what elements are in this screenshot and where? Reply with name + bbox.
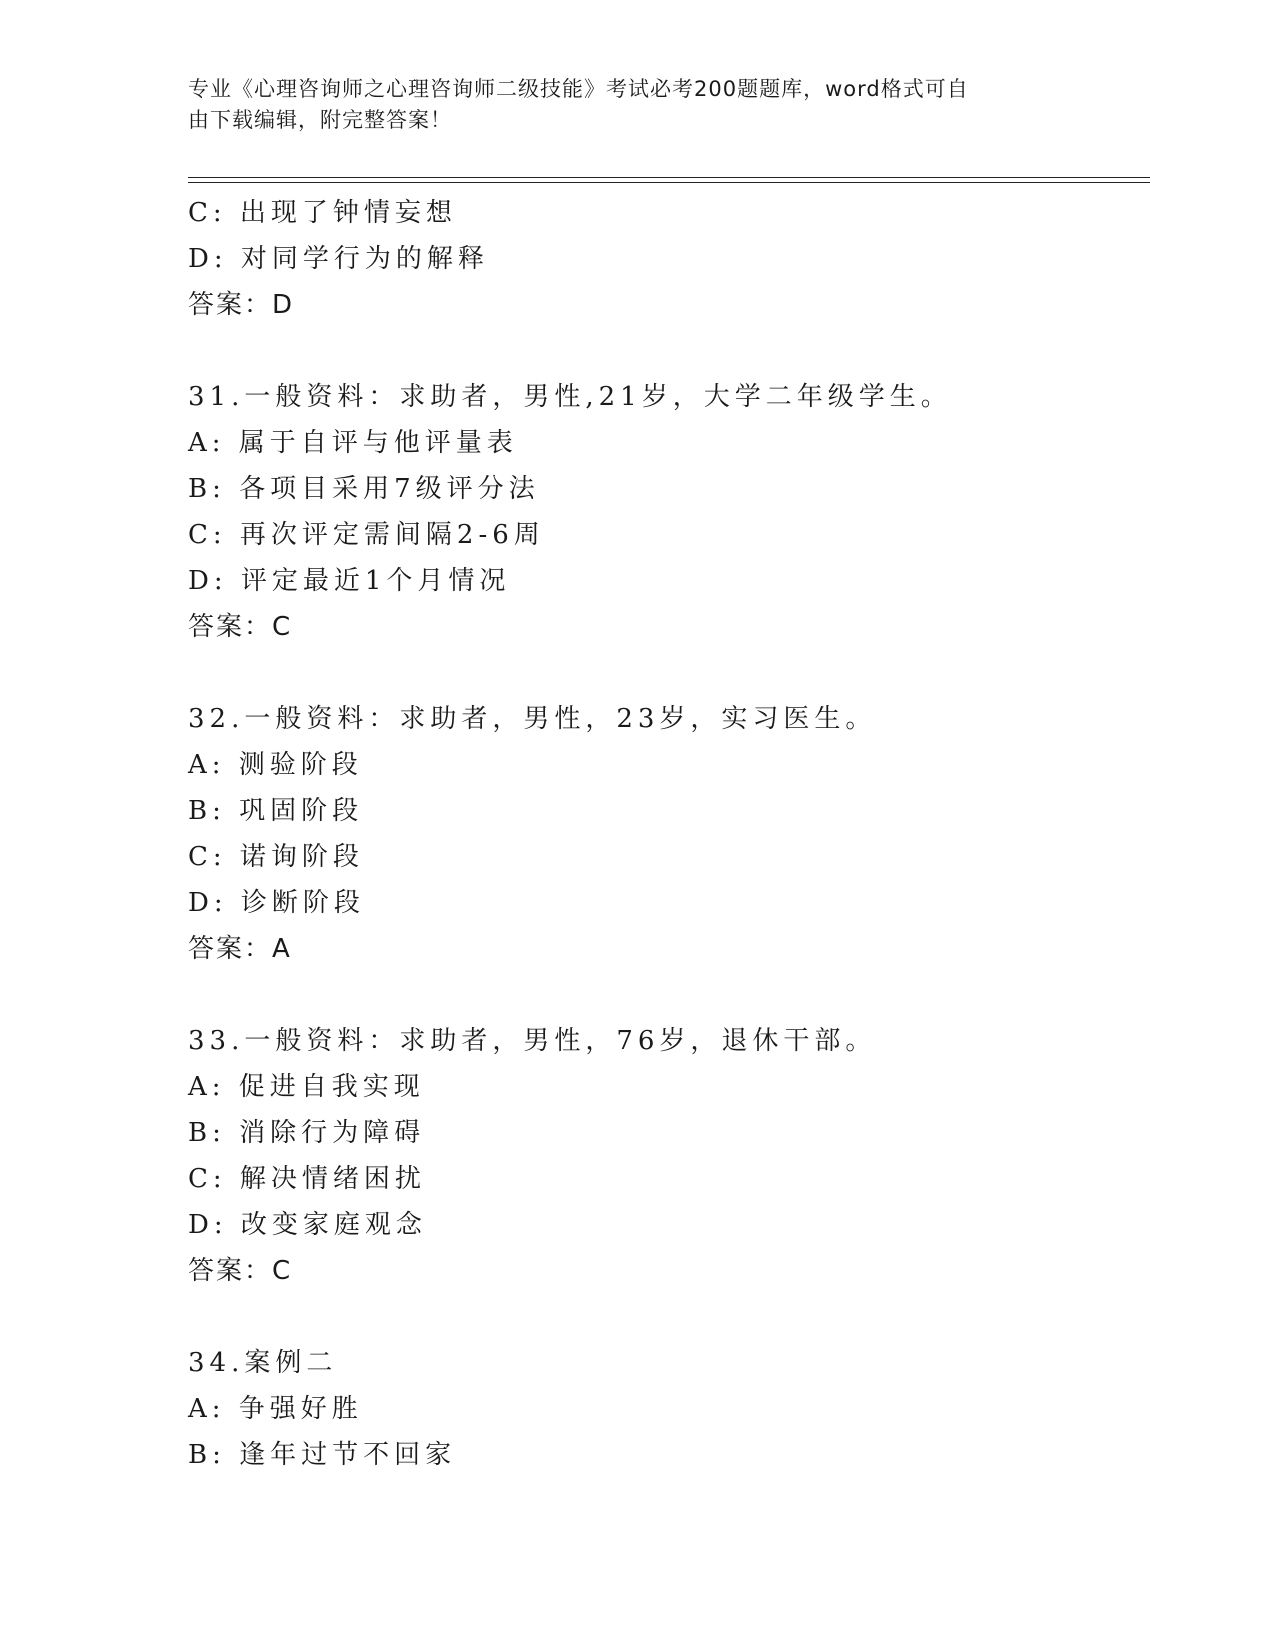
answer-line: 答案：C bbox=[188, 1256, 293, 1286]
answer-line: 答案：A bbox=[188, 934, 292, 964]
question-list bbox=[188, 190, 1148, 1478]
option-c: C: 出现了钟情妄想 bbox=[188, 198, 457, 228]
option-d: D: 评定最近1个月情况 bbox=[188, 566, 511, 596]
question-31 bbox=[188, 374, 1148, 650]
option-a: A: 属于自评与他评量表 bbox=[188, 428, 518, 458]
option-c: C: 诺询阶段 bbox=[188, 842, 364, 872]
header-divider-bottom bbox=[188, 182, 1150, 183]
header-line-2: 由下载编辑，附完整答案！ bbox=[188, 108, 452, 132]
header-line-1: 专业《心理咨询师之心理咨询师二级技能》考试必考200题题库，word格式可自 bbox=[188, 77, 969, 101]
spacer bbox=[188, 1294, 1148, 1340]
question-stem: 33.一般资料：求助者，男性，76岁，退休干部。 bbox=[188, 1026, 877, 1056]
option-d: D: 对同学行为的解释 bbox=[188, 244, 489, 274]
option-d: D: 改变家庭观念 bbox=[188, 1210, 427, 1240]
option-b: B: 逢年过节不回家 bbox=[188, 1440, 457, 1470]
option-d: D: 诊断阶段 bbox=[188, 888, 365, 918]
question-stem: 32.一般资料：求助者，男性，23岁，实习医生。 bbox=[188, 704, 877, 734]
document-header bbox=[188, 74, 1068, 136]
question-stem: 31.一般资料：求助者，男性,21岁，大学二年级学生。 bbox=[188, 382, 952, 412]
question-33 bbox=[188, 1018, 1148, 1294]
spacer bbox=[188, 650, 1148, 696]
answer-line: 答案：D bbox=[188, 290, 295, 320]
question-32 bbox=[188, 696, 1148, 972]
question-stem: 34.案例二 bbox=[188, 1348, 338, 1378]
answer-line: 答案：C bbox=[188, 612, 293, 642]
question-30-tail bbox=[188, 190, 1148, 328]
spacer bbox=[188, 328, 1148, 374]
option-b: B: 各项目采用7级评分法 bbox=[188, 474, 540, 504]
option-c: C: 解决情绪困扰 bbox=[188, 1164, 426, 1194]
option-b: B: 巩固阶段 bbox=[188, 796, 364, 826]
option-a: A: 争强好胜 bbox=[188, 1394, 363, 1424]
option-c: C: 再次评定需间隔2-6周 bbox=[188, 520, 545, 550]
spacer bbox=[188, 972, 1148, 1018]
option-a: A: 测验阶段 bbox=[188, 750, 363, 780]
question-34 bbox=[188, 1340, 1148, 1478]
option-a: A: 促进自我实现 bbox=[188, 1072, 425, 1102]
option-b: B: 消除行为障碍 bbox=[188, 1118, 426, 1148]
header-divider-top bbox=[188, 177, 1150, 178]
